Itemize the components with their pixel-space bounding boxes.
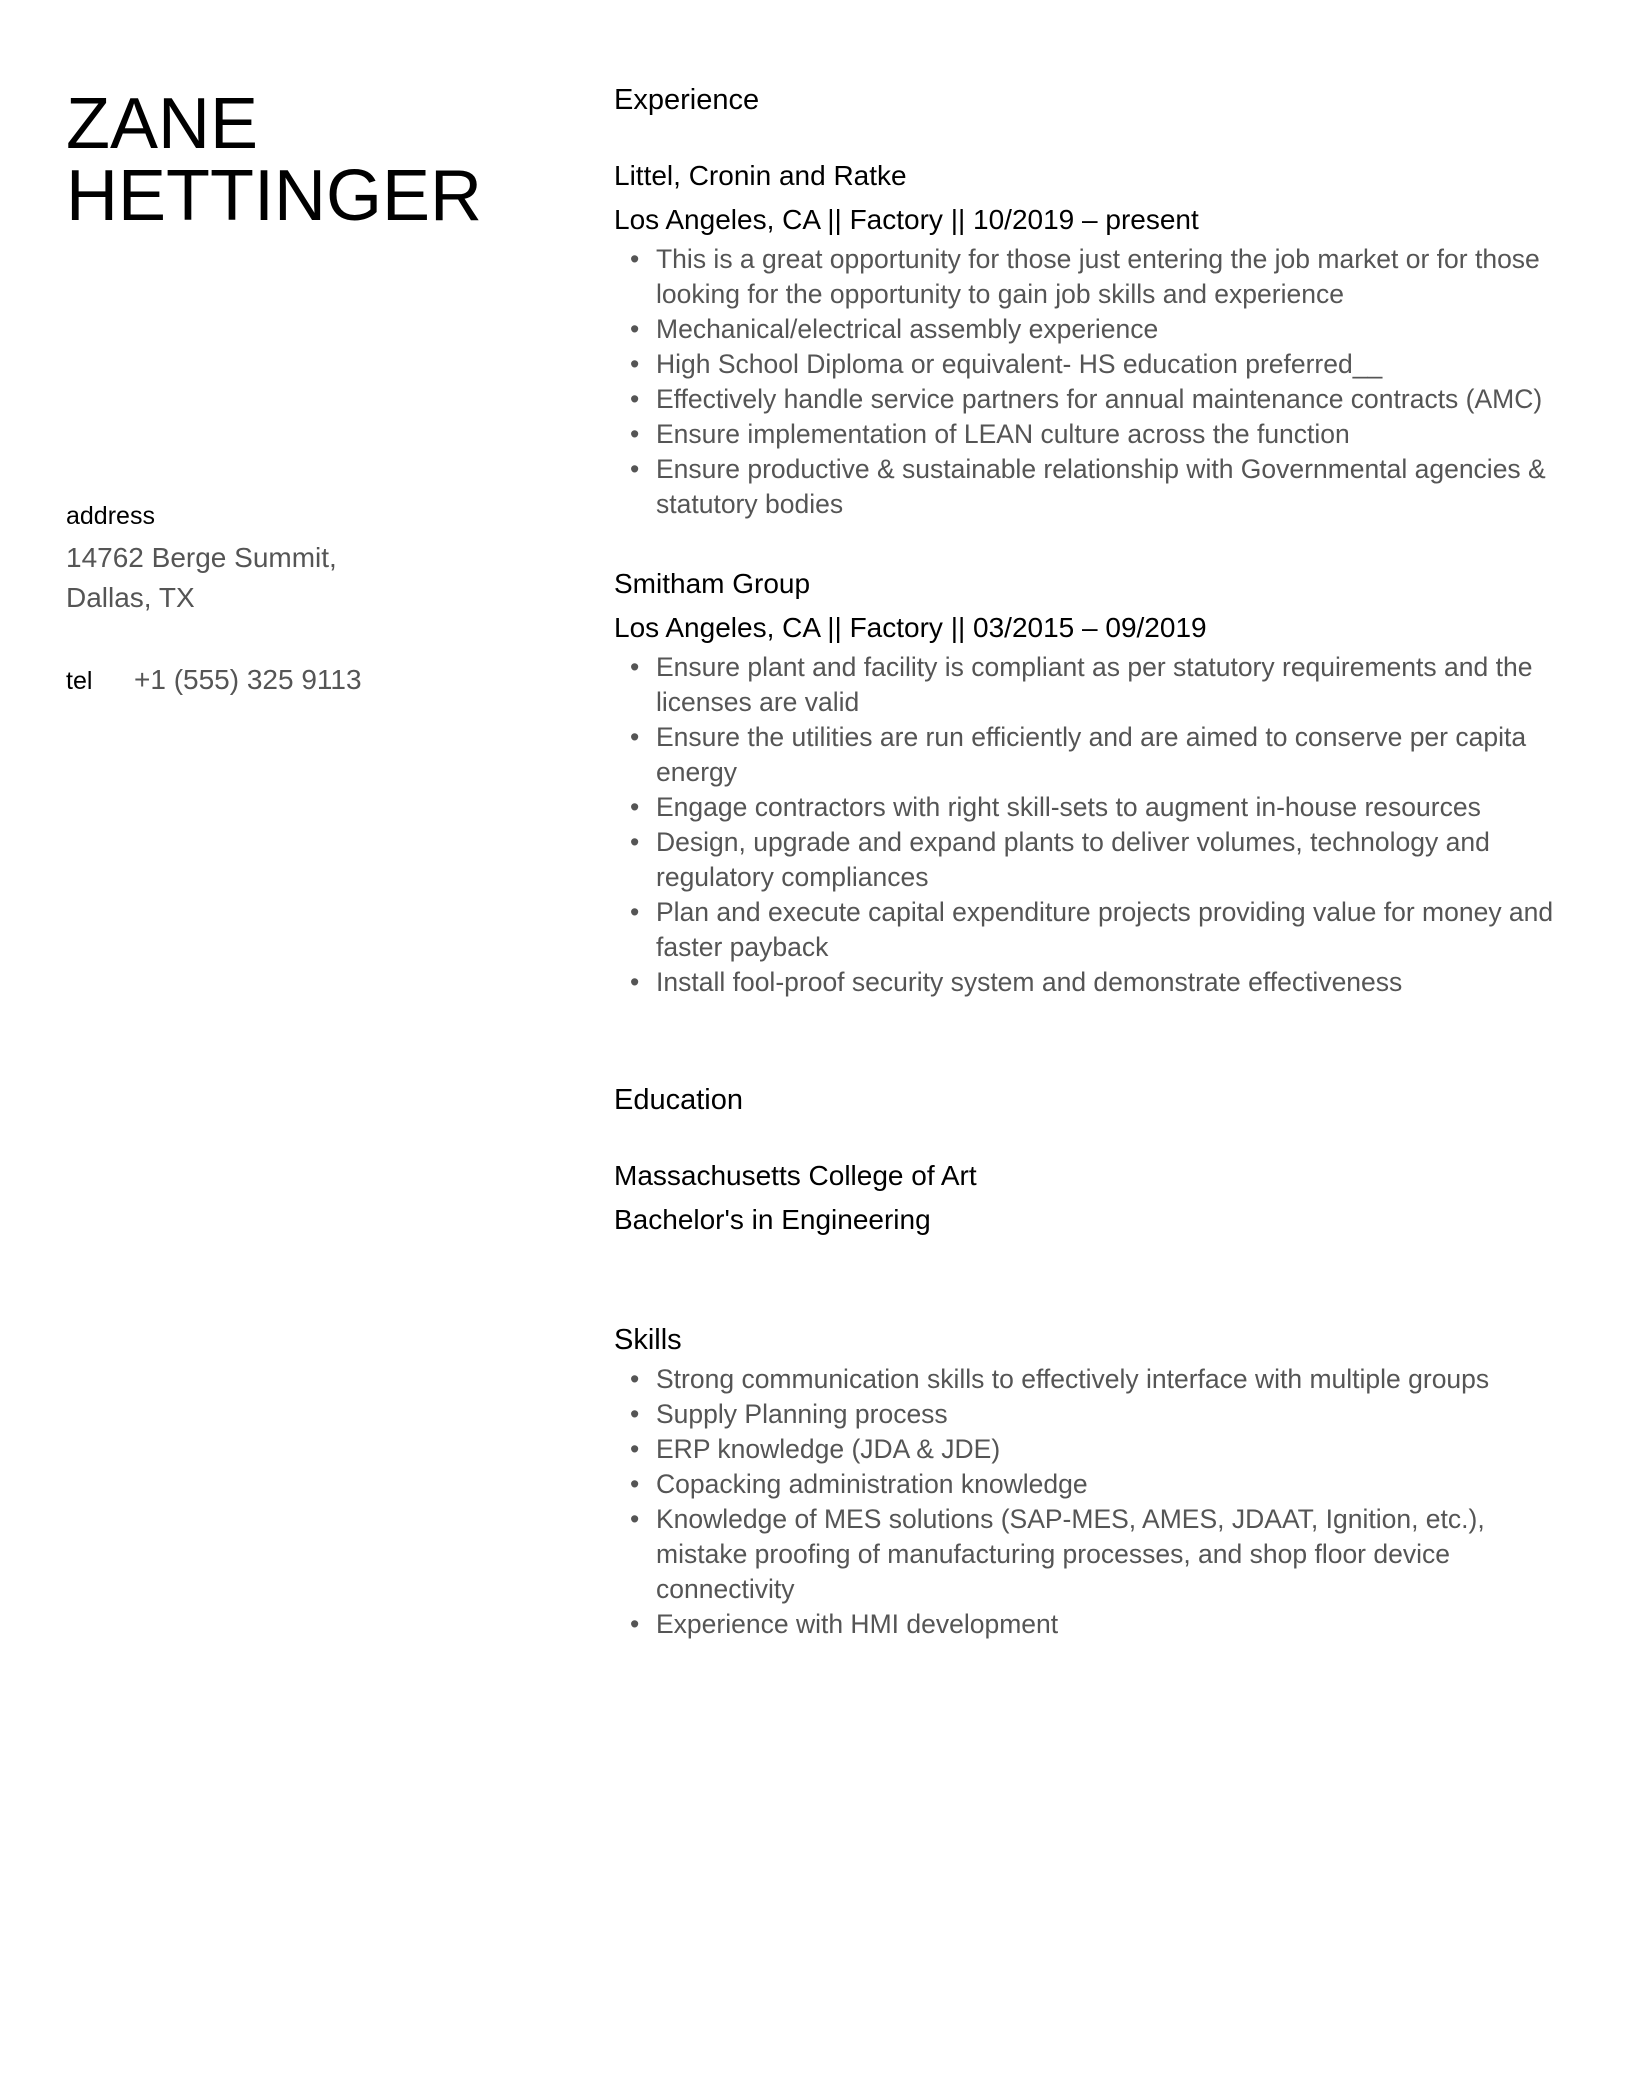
job-entry: [614, 564, 1574, 1000]
address-line-1: 14762 Berge Summit,: [66, 542, 337, 573]
bullet-item: • Engage contractors with right skill-sets to augment in-house resources: [614, 790, 1574, 825]
job-entry: [614, 156, 1574, 522]
skill-item: • Strong communication skills to effectively interface with multiple groups: [614, 1362, 1574, 1397]
candidate-name: [66, 84, 546, 236]
bullet-item: • Effectively handle service partners for annual maintenance contracts (AMC): [614, 382, 1574, 417]
skills-section: [614, 1320, 1574, 1642]
bullet-item: • Plan and execute capital expenditure projects providing value for money and faster payback: [614, 895, 1574, 965]
bullet-item: • Mechanical/electrical assembly experience: [614, 312, 1574, 347]
education-degree: Bachelor's in Engineering: [614, 1204, 931, 1235]
address-value: [66, 538, 337, 618]
job-company: Smitham Group: [614, 568, 811, 599]
bullet-item: • Ensure implementation of LEAN culture across the function: [614, 417, 1574, 452]
bullet-item: • Ensure productive & sustainable relationship with Governmental agencies & statutory bodies: [614, 452, 1574, 522]
phone-row: [66, 664, 362, 696]
skill-item: • Knowledge of MES solutions (SAP-MES, AMES, JDAAT, Ignition, etc.), mistake proofing of manufacturing processes, and shop floor device connectivity: [614, 1502, 1574, 1607]
skills-list: [614, 1362, 1574, 1642]
bullet-item: • High School Diploma or equivalent- HS education preferred__: [614, 347, 1574, 382]
experience-title: Experience: [614, 84, 760, 116]
last-name: HETTINGER: [66, 156, 483, 236]
education-section: [614, 1080, 1574, 1240]
job-meta: Los Angeles, CA || Factory || 03/2015 – 09/2019: [614, 612, 1207, 643]
skills-title: Skills: [614, 1324, 682, 1356]
name-block: [66, 84, 546, 236]
bullet-item: • Design, upgrade and expand plants to deliver volumes, technology and regulatory compliances: [614, 825, 1574, 895]
education-school: Massachusetts College of Art: [614, 1160, 977, 1191]
experience-section: [614, 80, 1574, 1000]
job-company: Littel, Cronin and Ratke: [614, 160, 907, 191]
skill-item: • Experience with HMI development: [614, 1607, 1574, 1642]
job-bullets: [614, 650, 1574, 1000]
skill-item: • Copacking administration knowledge: [614, 1467, 1574, 1502]
bullet-item: • Install fool-proof security system and demonstrate effectiveness: [614, 965, 1574, 1000]
phone-label: tel: [66, 667, 93, 695]
address-block: [66, 498, 337, 618]
bullet-item: • Ensure plant and facility is compliant as per statutory requirements and the licenses are valid: [614, 650, 1574, 720]
address-label: address: [66, 502, 155, 530]
bullet-item: • This is a great opportunity for those just entering the job market or for those looking for the opportunity to gain job skills and experience: [614, 242, 1574, 312]
job-bullets: [614, 242, 1574, 522]
skill-item: • Supply Planning process: [614, 1397, 1574, 1432]
first-name: ZANE: [66, 84, 259, 164]
skill-item: • ERP knowledge (JDA & JDE): [614, 1432, 1574, 1467]
job-meta: Los Angeles, CA || Factory || 10/2019 – present: [614, 204, 1199, 235]
main-column: [614, 80, 1574, 1642]
bullet-item: • Ensure the utilities are run efficiently and are aimed to conserve per capita energy: [614, 720, 1574, 790]
phone-value: +1 (555) 325 9113: [134, 664, 362, 695]
education-title: Education: [614, 1084, 743, 1116]
address-line-2: Dallas, TX: [66, 582, 195, 613]
